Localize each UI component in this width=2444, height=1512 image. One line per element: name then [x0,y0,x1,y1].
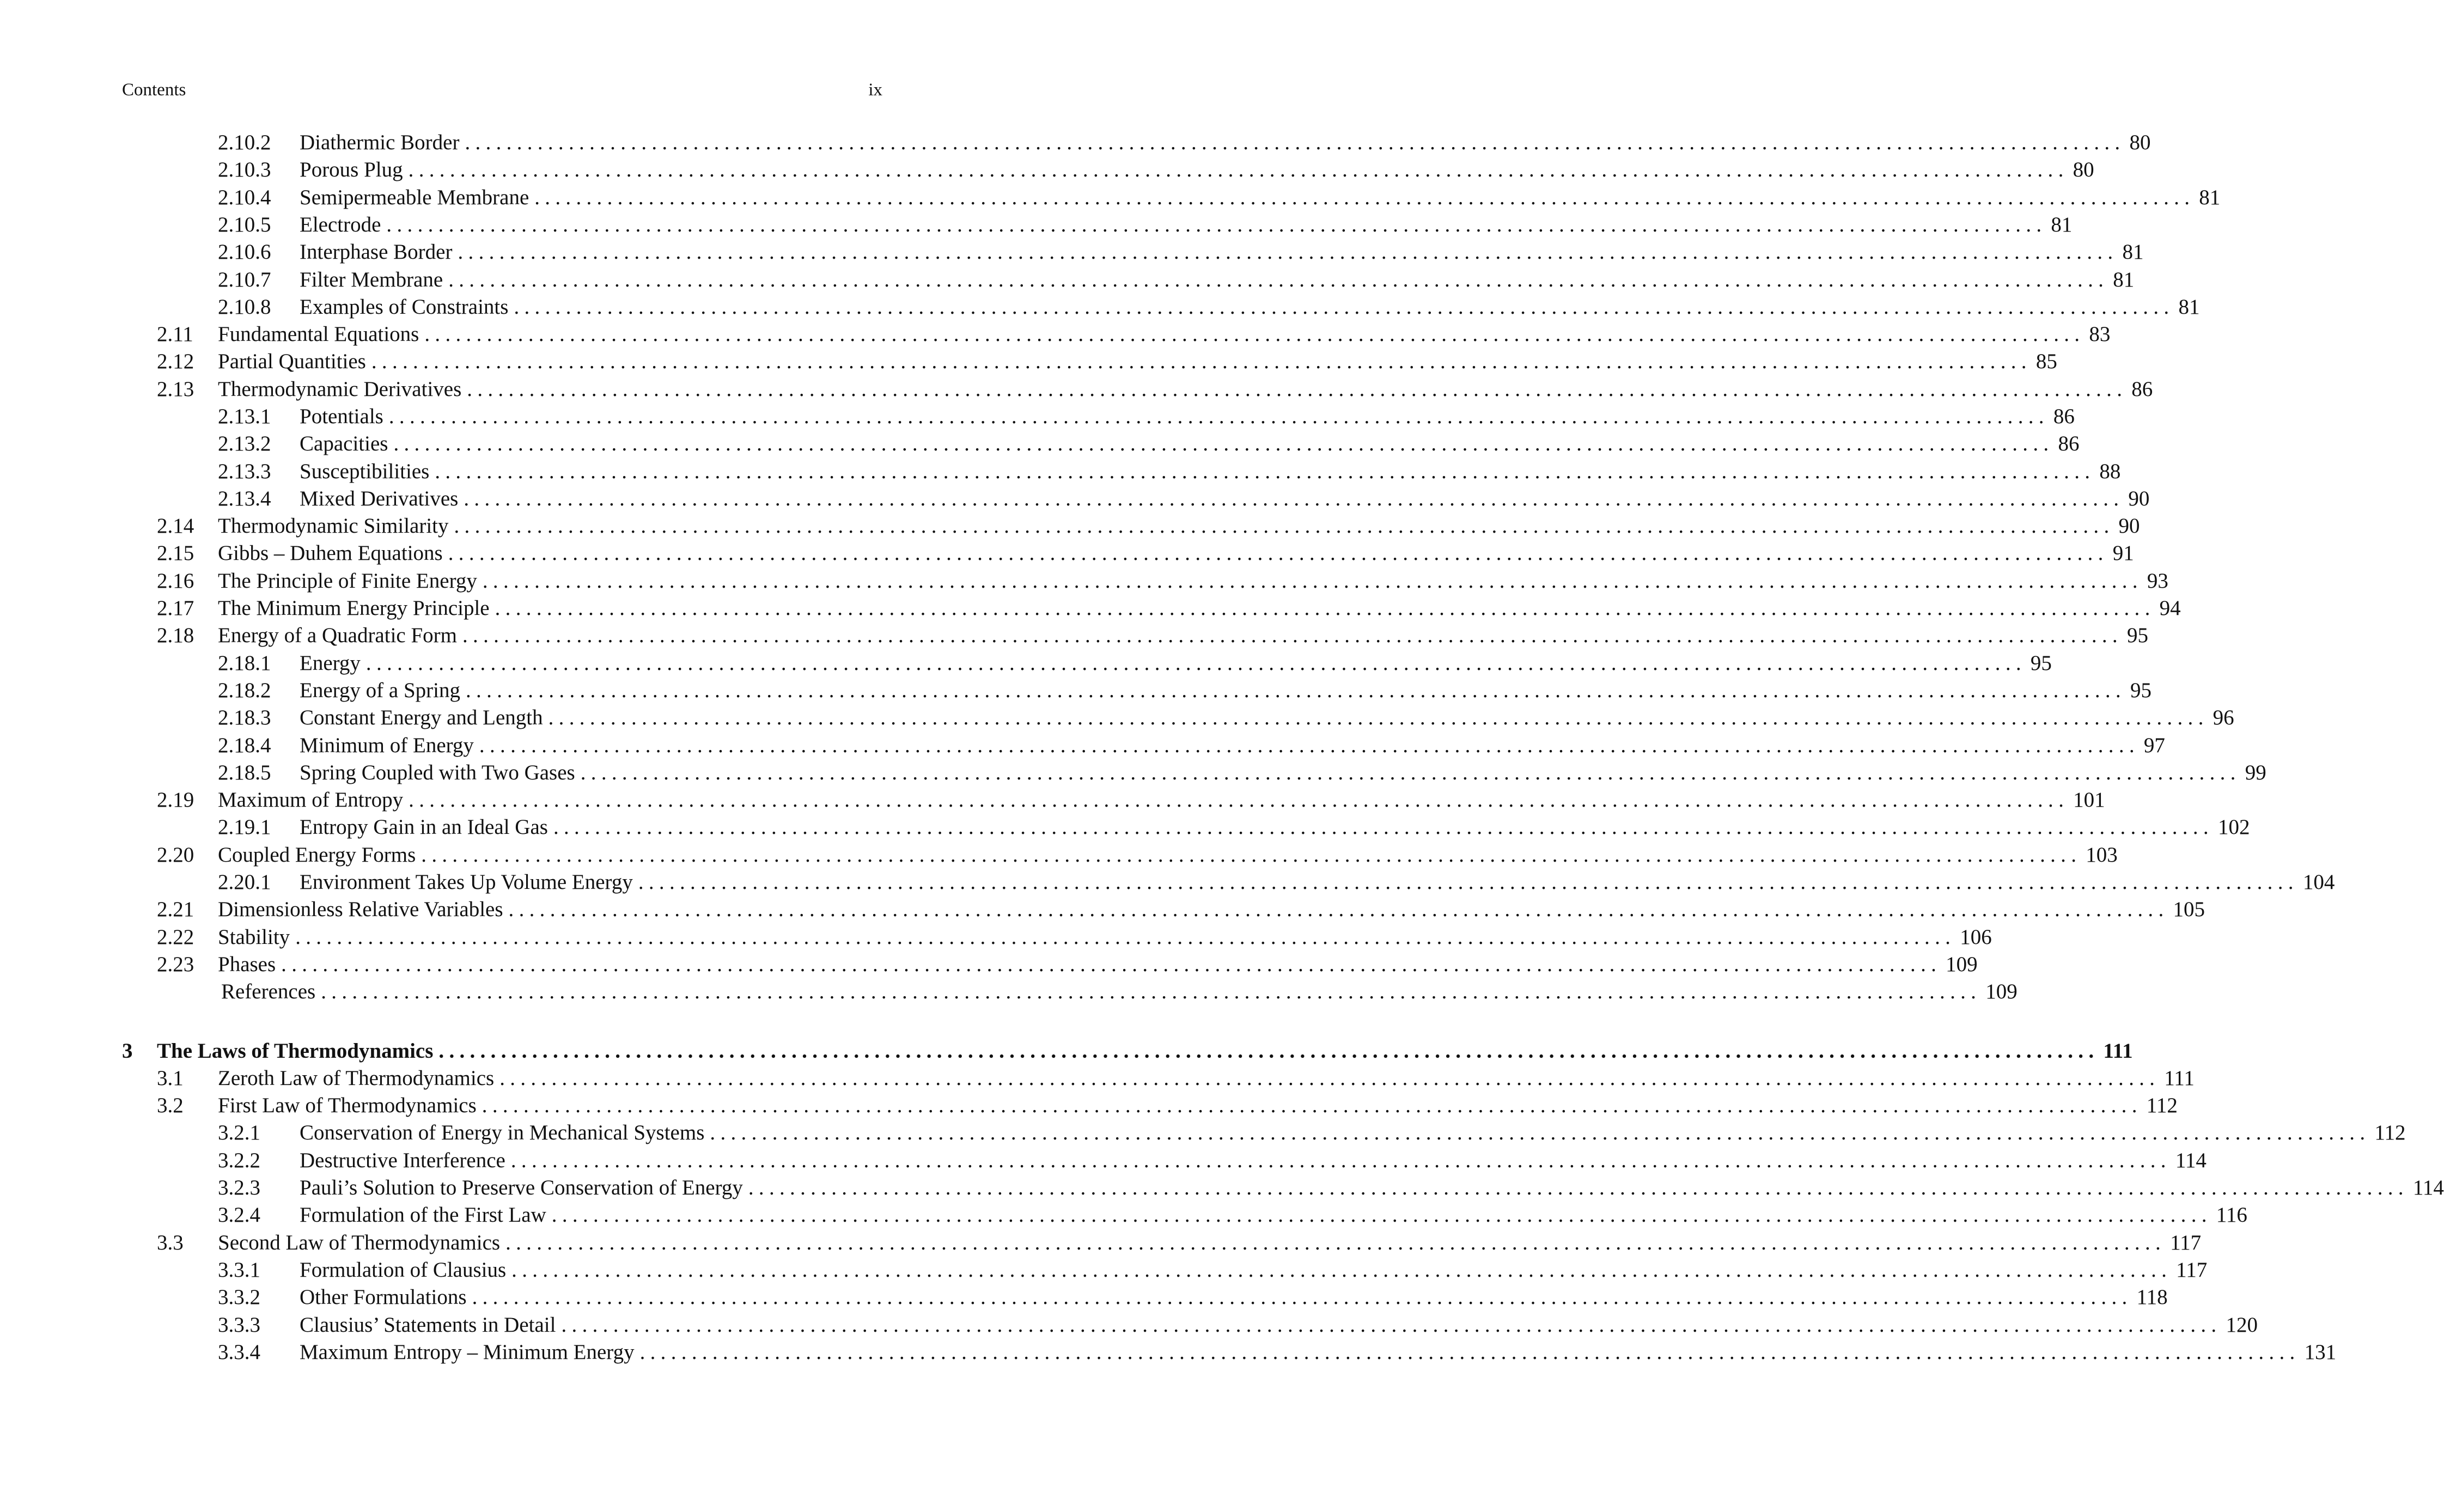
toc-entry[interactable] [157,376,2153,403]
toc-entry-number: 2.21 [157,898,194,921]
toc-entry-body [218,595,2181,621]
dot-leader: ................................................................................................................................................................ [511,1258,2172,1282]
toc-entry-number: 2.17 [157,596,194,620]
toc-entry-page[interactable]: 112 [2146,1094,2178,1117]
dot-leader: ................................................................................................................................................................ [458,240,2118,264]
toc-entry-number: 2.10.7 [218,268,271,291]
dot-leader: ................................................................................................................................................................ [421,843,2082,867]
toc-entry-body [300,212,2073,238]
toc-entry-title[interactable]: Maximum of Entropy [218,787,409,813]
toc-entry-page[interactable]: 86 [2131,377,2153,401]
toc-entry-body [300,130,2151,156]
toc-entry-page[interactable]: 93 [2147,569,2168,593]
toc-entry-number: 2.18.4 [218,734,271,757]
running-title: Contents [122,80,186,100]
toc-entry-body [218,513,2140,539]
toc-entry-number: 3.2 [157,1094,184,1117]
toc-entry[interactable] [218,431,2080,457]
toc-entry-number: 3.3.4 [218,1340,260,1364]
page-number: ix [868,80,882,100]
toc-entry-page[interactable]: 112 [2374,1121,2406,1144]
toc-entry-body [300,1284,2168,1310]
toc-entry[interactable] [218,267,2135,293]
dot-leader: ................................................................................................................................................................ [371,350,2032,373]
toc-entry[interactable] [157,952,1978,978]
toc-entry-title[interactable]: Porous Plug [300,157,409,183]
toc-entry-title[interactable]: Formulation of the First Law [300,1202,552,1228]
toc-entry-title[interactable]: Constant Energy and Length [300,705,548,731]
toc-entry-title[interactable]: Energy [300,650,366,676]
dot-leader: ................................................................................................................................................................ [505,1231,2166,1254]
toc-entry[interactable] [157,842,2118,868]
dot-leader: ................................................................................................................................................................ [482,1094,2142,1117]
toc-entry[interactable] [218,459,2121,485]
dot-leader: ................................................................................................................................................................ [561,1313,2222,1337]
toc-entry-body [300,404,2075,430]
toc-entry-number: 2.14 [157,514,194,538]
toc-entry-title[interactable]: The Principle of Finite Energy [218,568,483,594]
toc-entry-page[interactable]: 81 [2122,240,2144,264]
toc-entry-title[interactable]: Fundamental Equations [218,321,424,347]
dot-leader: ................................................................................................................................................................ [465,131,2125,154]
toc-entry-number: 2.16 [157,569,194,593]
dot-leader: ................................................................................................................................................................ [553,815,2214,839]
toc-entry-number: 3.3.2 [218,1285,260,1309]
toc-entry-page[interactable]: 109 [1946,953,1978,976]
dot-leader: ................................................................................................................................................................ [551,1203,2212,1227]
toc-entry-body [300,431,2080,457]
toc-entry[interactable] [122,1038,2133,1064]
toc-entry-number: 2.10.3 [218,158,271,181]
dot-leader: ................................................................................................................................................................ [464,487,2124,510]
toc-entry-number: 2.10.6 [218,240,271,264]
toc-entry-number: 2.18.3 [218,706,271,729]
toc-entry[interactable] [157,897,2205,923]
toc-entry-body [300,678,2152,704]
dot-leader: ................................................................................................................................................................ [386,213,2047,236]
toc-entry[interactable] [157,623,2148,649]
toc-entry-page[interactable]: 97 [2143,734,2165,757]
toc-entry-title[interactable]: Stability [218,924,295,950]
toc-entry-number: 2.13.2 [218,432,271,455]
toc-entry-body [300,760,2266,786]
dot-leader: ................................................................................................................................................................ [467,377,2128,401]
toc-entry-number: 3.3 [157,1231,184,1254]
toc-entry[interactable] [157,540,2134,566]
dot-leader: ................................................................................................................................................................ [495,596,2155,620]
toc-entry-title[interactable]: Partial Quantities [218,349,371,375]
toc-entry-number: 3 [122,1039,133,1063]
toc-entry[interactable] [157,568,2168,594]
toc-entry-page[interactable]: 86 [2053,405,2075,428]
toc-entry[interactable] [157,513,2140,539]
toc-entry[interactable] [218,157,2094,183]
toc-entry-page[interactable]: 91 [2112,541,2134,565]
dot-leader: ................................................................................................................................................................ [321,980,1982,1003]
toc-entry-body [300,814,2250,840]
toc-entry-body [300,1148,2207,1174]
toc-entry-number: 2.12 [157,350,194,373]
toc-entry-page[interactable]: 95 [2130,679,2152,702]
toc-entry-number: 2.10.2 [218,131,271,154]
toc-entry-title[interactable]: First Law of Thermodynamics [218,1093,482,1119]
toc-entry-page[interactable]: 131 [2304,1340,2337,1364]
toc-entry-number: 2.18.1 [218,651,271,675]
toc-entry-body [300,1339,2337,1365]
toc-entry-page[interactable]: 99 [2245,761,2266,784]
toc-entry-number: 2.18 [157,624,194,647]
toc-entry[interactable] [218,760,2266,786]
dot-leader: ................................................................................................................................................................ [472,1285,2132,1309]
toc-entry[interactable] [157,1065,2195,1092]
toc-entry-title[interactable]: Susceptibilities [300,459,435,485]
toc-entry-body [300,459,2121,485]
toc-entry-body [300,267,2135,293]
toc-entry[interactable] [218,1312,2258,1338]
toc-entry-body [300,733,2165,759]
toc-entry[interactable] [218,1257,2208,1283]
toc-entry-title[interactable]: Dimensionless Relative Variables [218,897,509,923]
toc-entry-body [300,650,2052,676]
toc-entry[interactable] [218,486,2150,512]
toc-entry[interactable] [218,678,2152,704]
toc-entry-page[interactable]: 95 [2126,624,2148,647]
toc-entry-number: 3.2.4 [218,1203,260,1227]
toc-entry-page[interactable]: 102 [2217,815,2250,839]
toc-entry-title[interactable]: References [221,979,321,1005]
toc-entry-title[interactable]: Energy of a Spring [300,678,466,704]
toc-entry-body [300,239,2144,265]
toc-entry-title[interactable]: Potentials [300,404,389,430]
toc-entry-body [300,1312,2258,1338]
toc-entry[interactable] [218,185,2221,211]
toc-entry-body [218,1065,2195,1092]
dot-leader: ................................................................................................................................................................ [454,514,2114,538]
toc-entry-number: 2.13.3 [218,460,271,483]
dot-leader: ................................................................................................................................................................ [281,953,1942,976]
toc-entry-body [218,979,2018,1005]
toc-entry-number: 3.2.3 [218,1176,260,1199]
dot-leader: ................................................................................................................................................................ [638,870,2299,894]
dot-leader: ................................................................................................................................................................ [748,1176,2409,1199]
dot-leader: ................................................................................................................................................................ [409,788,2069,812]
toc-entry-body [300,157,2094,183]
dot-leader: ................................................................................................................................................................ [548,706,2209,729]
toc-entry-title[interactable]: Pauli’s Solution to Preserve Conservation of Energy [300,1175,748,1201]
toc-entry-page[interactable]: 116 [2216,1203,2247,1227]
dot-leader: ................................................................................................................................................................ [408,158,2069,181]
toc-entry[interactable] [218,650,2052,676]
toc-entry[interactable] [157,595,2181,621]
toc-entry-page[interactable]: 85 [2035,350,2057,373]
toc-entry-title[interactable]: Examples of Constraints [300,294,514,320]
toc-entry-number: 2.11 [157,322,193,346]
dot-leader: ................................................................................................................................................................ [448,268,2109,291]
dot-leader: ................................................................................................................................................................ [580,761,2241,784]
dot-leader: ................................................................................................................................................................ [479,734,2140,757]
toc-entry-number: 2.20.1 [218,870,271,894]
toc-entry[interactable] [218,294,2200,320]
toc-entry-body [300,1202,2247,1228]
toc-entry-title[interactable]: Gibbs – Duhem Equations [218,540,448,566]
dot-leader: ................................................................................................................................................................ [534,186,2195,209]
toc-entry[interactable] [218,1339,2337,1365]
toc-entry[interactable] [157,1093,2178,1119]
toc-entry-page[interactable]: 105 [2173,898,2205,921]
toc-entry-body [300,1120,2406,1146]
toc-entry-page[interactable]: 90 [2118,514,2140,538]
toc-entry-page[interactable]: 114 [2175,1149,2207,1172]
toc-entry-title[interactable]: Formulation of Clausius [300,1257,511,1283]
toc-entry-body [157,1038,2133,1064]
toc-entry-title[interactable]: The Laws of Thermodynamics [157,1038,438,1064]
toc-entry[interactable] [218,239,2144,265]
toc-entry-title[interactable]: Filter Membrane [300,267,448,293]
toc-entry-number: 3.2.1 [218,1121,260,1144]
toc-entry-body [218,623,2148,649]
toc-entry-page[interactable]: 106 [1960,925,1992,949]
toc-entry-title[interactable]: Maximum Entropy – Minimum Energy [300,1339,640,1365]
toc-entry-title[interactable]: Phases [218,952,281,978]
toc-entry[interactable] [218,1148,2207,1174]
toc-entry-title[interactable]: Capacities [300,431,393,457]
toc-entry-page[interactable]: 86 [2058,432,2080,455]
toc-entry-body [300,1257,2208,1283]
toc-entry-title[interactable]: Spring Coupled with Two Gases [300,760,581,786]
dot-leader: ................................................................................................................................................................ [514,295,2174,319]
toc-entry-body [218,1093,2178,1119]
toc-entry-page[interactable]: 117 [2170,1231,2202,1254]
toc-entry-number: 2.22 [157,925,194,949]
toc-entry-number: 2.13.1 [218,405,271,428]
toc-entry-title[interactable]: Minimum of Energy [300,733,479,759]
toc-entry-number: 3.1 [157,1066,184,1090]
toc-entry-title[interactable]: Other Formulations [300,1284,472,1310]
dot-leader: ................................................................................................................................................................ [508,898,2169,921]
toc-entry-number: 2.20 [157,843,194,867]
dot-leader: ................................................................................................................................................................ [482,569,2143,593]
toc-entry-title[interactable]: Thermodynamic Derivatives [218,376,467,403]
dot-leader: ................................................................................................................................................................ [393,432,2054,455]
dot-leader: ................................................................................................................................................................ [438,1039,2099,1063]
toc-entry-number: 2.18.2 [218,679,271,702]
toc-entry-title[interactable]: Diathermic Border [300,130,465,156]
toc-entry-title[interactable]: The Minimum Energy Principle [218,595,495,621]
toc-entry-body [300,185,2221,211]
toc-entry[interactable] [218,1284,2168,1310]
dot-leader: ................................................................................................................................................................ [710,1121,2370,1144]
toc-entry-body [218,540,2134,566]
toc-entry-page[interactable]: 118 [2136,1285,2168,1309]
dot-leader: ................................................................................................................................................................ [365,651,2026,675]
toc-entry-title[interactable]: Environment Takes Up Volume Energy [300,869,638,895]
toc-entry-page[interactable]: 111 [2103,1039,2133,1063]
toc-entry[interactable] [218,212,2073,238]
toc-entry-body [218,842,2118,868]
toc-entry[interactable] [218,130,2151,156]
toc-entry-body [300,486,2150,512]
toc-entry-title[interactable]: Interphase Border [300,239,458,265]
toc-entry-number: 2.13 [157,377,194,401]
toc-entry[interactable] [157,321,2111,347]
toc-entry-body [218,897,2205,923]
dot-leader: ................................................................................................................................................................ [465,679,2126,702]
toc-entry[interactable] [157,979,2018,1005]
toc-entry[interactable] [218,1202,2247,1228]
toc-entry-page[interactable]: 80 [2073,158,2094,181]
toc-entry-title[interactable]: Semipermeable Membrane [300,185,534,211]
toc-entry-body [300,294,2200,320]
dot-leader: ................................................................................................................................................................ [462,624,2123,647]
toc-entry-page[interactable]: 114 [2412,1176,2444,1199]
toc-entry-title[interactable]: Electrode [300,212,386,238]
toc-entry-body [218,1230,2202,1256]
toc-entry-page[interactable]: 103 [2086,843,2118,867]
toc-entry-title[interactable]: Energy of a Quadratic Form [218,623,462,649]
toc-entry[interactable] [218,705,2234,731]
toc-entry-number: 2.10.4 [218,186,271,209]
dot-leader: ................................................................................................................................................................ [639,1340,2300,1364]
toc-entry[interactable] [218,869,2335,895]
dot-leader: ................................................................................................................................................................ [424,322,2085,346]
toc-entry-title[interactable]: Coupled Energy Forms [218,842,421,868]
toc-entry-title[interactable]: Thermodynamic Similarity [218,513,454,539]
toc-entry-body [300,705,2234,731]
toc-entry-number: 2.18.5 [218,761,271,784]
toc-entry-page[interactable]: 81 [2199,186,2221,209]
toc-entry-page[interactable]: 117 [2176,1258,2208,1282]
toc-entry[interactable] [218,404,2075,430]
toc-entry-number: 3.2.2 [218,1149,260,1172]
toc-entry-number: 3.3.1 [218,1258,260,1282]
toc-entry[interactable] [218,1120,2406,1146]
toc-entry-title[interactable]: Second Law of Thermodynamics [218,1230,505,1256]
toc-entry-title[interactable]: Clausius’ Statements in Detail [300,1312,561,1338]
dot-leader: ................................................................................................................................................................ [295,925,1956,949]
dot-leader: ................................................................................................................................................................ [448,541,2108,565]
dot-leader: ................................................................................................................................................................ [510,1149,2171,1172]
dot-leader: ................................................................................................................................................................ [499,1066,2160,1090]
toc-entry-body [218,349,2057,375]
toc-entry-body [218,924,1992,950]
toc-entry-page[interactable]: 81 [2178,295,2200,319]
toc-entry[interactable] [157,349,2057,375]
toc-entry-page[interactable]: 81 [2113,268,2135,291]
toc-entry[interactable] [157,924,1992,950]
toc-entry-body [218,321,2111,347]
toc-entry[interactable] [218,1175,2444,1201]
toc-entry-title[interactable]: Zeroth Law of Thermodynamics [218,1065,499,1092]
toc-entry-number: 2.23 [157,953,194,976]
toc-entry[interactable] [157,1230,2202,1256]
toc-entry-title[interactable]: Conservation of Energy in Mechanical Systems [300,1120,710,1146]
toc-entry[interactable] [218,814,2250,840]
toc-entry-body [300,869,2335,895]
toc-entry-page[interactable]: 109 [1985,980,2018,1003]
toc-entry[interactable] [157,787,2105,813]
toc-entry-body [218,787,2105,813]
toc-entry-page[interactable]: 120 [2226,1313,2258,1337]
toc-entry-body [218,952,1978,978]
toc-entry-number: 2.10.8 [218,295,271,319]
dot-leader: ................................................................................................................................................................ [435,460,2095,483]
toc-entry-page[interactable]: 111 [2164,1066,2195,1090]
dot-leader: ................................................................................................................................................................ [388,405,2049,428]
toc-entry-page[interactable]: 83 [2089,322,2111,346]
toc-entry-number: 2.15 [157,541,194,565]
toc-entry-page[interactable]: 104 [2302,870,2335,894]
toc-entry-page[interactable]: 88 [2099,460,2121,483]
toc-entry-page[interactable]: 90 [2128,487,2150,510]
toc-entry-body [300,1175,2444,1201]
toc-entry-page[interactable]: 96 [2213,706,2234,729]
toc-entry-title[interactable]: Destructive Interference [300,1148,511,1174]
toc-entry-title[interactable]: Mixed Derivatives [300,486,464,512]
toc-entry-body [218,568,2168,594]
toc-entry-number: 2.10.5 [218,213,271,236]
toc-entry-number: 3.3.3 [218,1313,260,1337]
toc-entry-page[interactable]: 101 [2073,788,2105,812]
toc-entry-page[interactable]: 94 [2159,596,2181,620]
toc-entry-title[interactable]: Entropy Gain in an Ideal Gas [300,814,553,840]
toc-entry-number: 2.19.1 [218,815,271,839]
toc-entry[interactable] [218,733,2165,759]
toc-entry-number: 2.13.4 [218,487,271,510]
toc-entry-number: 2.19 [157,788,194,812]
toc-entry-body [218,376,2153,403]
toc-entry-page[interactable]: 80 [2129,131,2151,154]
toc-entry-page[interactable]: 81 [2051,213,2073,236]
toc-entry-page[interactable]: 95 [2030,651,2052,675]
